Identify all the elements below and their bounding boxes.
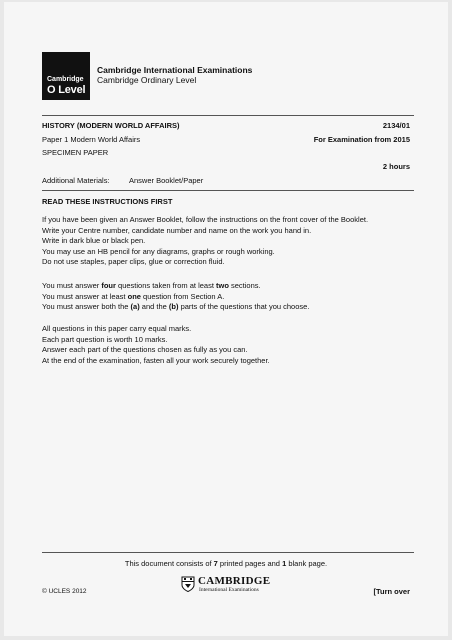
instruction-line: You must answer both the (a) and the (b) parts of the questions that you choose. — [42, 302, 310, 311]
bottom-divider — [42, 552, 414, 553]
cambridge-o-level-logo — [42, 52, 90, 100]
materials-label: Additional Materials: — [42, 176, 110, 185]
materials-value: Answer Booklet/Paper — [129, 176, 204, 185]
specimen-label: SPECIMEN PAPER — [42, 148, 109, 157]
instruction-line: You must answer at least one question from Section A. — [42, 291, 225, 301]
instruction-line: Each part question is worth 10 marks. — [42, 334, 168, 344]
mid-divider — [42, 190, 414, 191]
logo-line-1: Cambridge — [47, 76, 84, 83]
instructions-block-2 — [42, 281, 309, 313]
instruction-line: All questions in this paper carry equal marks. — [42, 324, 192, 333]
exam-duration: 2 hours — [382, 162, 410, 171]
turn-over: [Turn over — [373, 587, 410, 596]
instruction-line: Write in dark blue or black pen. — [42, 236, 146, 245]
copyright: © UCLES 2012 — [42, 588, 87, 595]
qualification-level: Cambridge Ordinary Level — [97, 75, 197, 85]
top-divider — [42, 115, 414, 116]
examination-from: For Examination from 2015 — [313, 135, 410, 144]
instruction-line: Answer each part of the questions chosen as fully as you can. — [42, 345, 248, 354]
instructions-block-3 — [42, 324, 270, 366]
paper-code: 2134/01 — [382, 121, 410, 130]
instructions-heading: READ THESE INSTRUCTIONS FIRST — [42, 197, 173, 206]
page-count-note: This document consists of 7 printed pages and 1 blank page. — [124, 559, 328, 568]
subject-title: HISTORY (MODERN WORLD AFFAIRS) — [42, 121, 180, 130]
instruction-line: If you have been given an Answer Booklet, follow the instructions on the front cover of the Booklet. — [42, 215, 369, 224]
logo-line-2: O Level — [47, 84, 86, 96]
cambridge-crest-icon — [181, 576, 195, 592]
paper-title: Paper 1 Modern World Affairs — [42, 135, 141, 144]
cambridge-wordmark: CAMBRIDGE — [198, 575, 271, 587]
instruction-line: Write your Centre number, candidate number and name on the work you hand in. — [42, 225, 312, 235]
instruction-line: You must answer four questions taken from at least two sections. — [42, 281, 261, 290]
org-name: Cambridge International Examinations — [97, 65, 253, 75]
exam-cover-page — [4, 2, 448, 636]
cambridge-subtitle: International Examinations — [199, 587, 259, 593]
instructions-block-1 — [42, 215, 368, 268]
instruction-line: You may use an HB pencil for any diagrams, graphs or rough working. — [42, 246, 275, 256]
instruction-line: At the end of the examination, fasten all your work securely together. — [42, 355, 270, 365]
instruction-line: Do not use staples, paper clips, glue or correction fluid. — [42, 257, 225, 266]
